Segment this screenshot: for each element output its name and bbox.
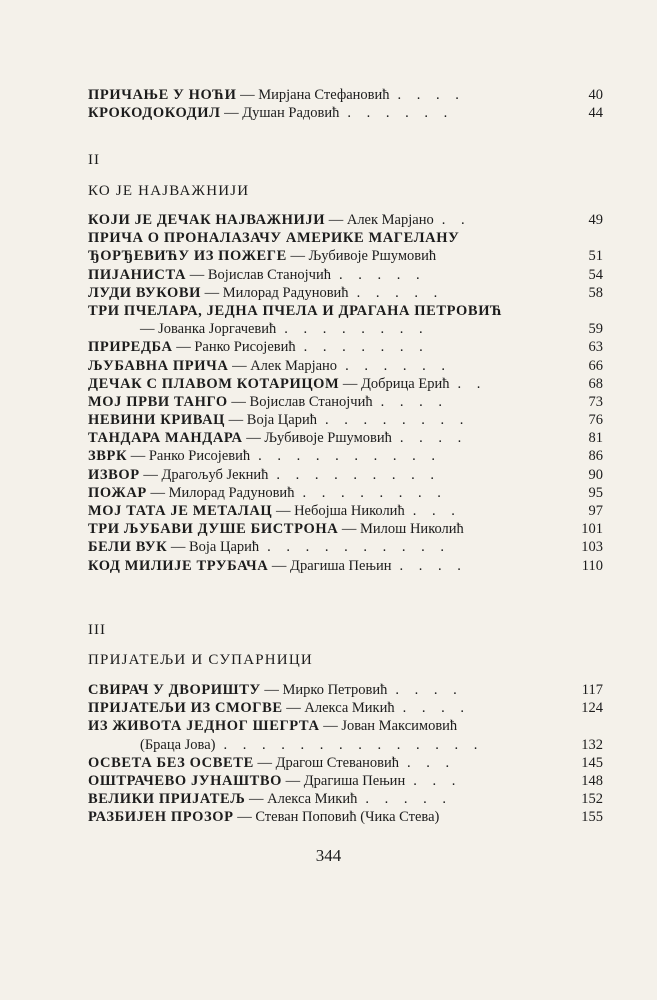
toc-entry-text bbox=[88, 772, 461, 790]
toc-entry bbox=[88, 520, 603, 538]
story-page-number: 101 bbox=[581, 521, 603, 538]
toc-entry bbox=[88, 338, 603, 356]
story-page-number: 90 bbox=[588, 466, 603, 483]
toc-entry-text bbox=[88, 320, 429, 338]
story-page-number: 63 bbox=[588, 339, 603, 356]
story-page-number: 73 bbox=[588, 393, 603, 410]
toc-entry-text bbox=[88, 502, 461, 520]
toc-entry-text bbox=[88, 429, 467, 447]
section-number-2: II bbox=[88, 152, 100, 168]
toc-entry-text bbox=[88, 284, 443, 302]
story-title: ЗВРК bbox=[88, 448, 128, 465]
story-author: — Љубивоје Ршумовић bbox=[286, 248, 437, 265]
toc-entry-text bbox=[88, 736, 483, 754]
story-author: — Алекса Микић bbox=[245, 791, 358, 808]
story-page-number: 66 bbox=[588, 357, 603, 374]
toc-entry bbox=[88, 393, 603, 411]
toc-entry-text bbox=[88, 411, 469, 429]
toc-entry bbox=[88, 699, 603, 717]
story-page-number: 49 bbox=[588, 212, 603, 228]
story-page-number: 110 bbox=[581, 557, 603, 574]
story-author: — Воја Царић bbox=[167, 539, 260, 556]
story-author: — Драгиша Пењин bbox=[268, 557, 392, 574]
leader-dots: . . bbox=[457, 375, 487, 392]
story-title: МОЈ ПРВИ ТАНГО bbox=[88, 393, 228, 410]
story-page-number: 76 bbox=[588, 412, 603, 429]
story-author: — Милорад Радуновић bbox=[146, 484, 295, 501]
story-title: ПРИЈАТЕЉИ ИЗ СМОГВЕ bbox=[88, 700, 283, 717]
story-title: КРОКОДОКОДИЛ bbox=[88, 105, 221, 122]
toc-group-1 bbox=[88, 86, 603, 122]
toc-entry bbox=[88, 736, 603, 754]
toc-entry bbox=[88, 229, 603, 247]
leader-dots: . . . . . . . . . . bbox=[258, 448, 442, 465]
story-page-number: 86 bbox=[588, 448, 603, 465]
story-title: ЂОРЂЕВИЋУ ИЗ ПОЖЕГЕ bbox=[88, 248, 287, 265]
toc-entry-text bbox=[88, 538, 450, 556]
leader-dots: . . . . bbox=[380, 393, 448, 410]
leader-dots: . . . . bbox=[399, 557, 467, 574]
toc-entry-text bbox=[88, 717, 457, 735]
toc-entry bbox=[88, 411, 603, 429]
story-page-number: 44 bbox=[588, 105, 603, 122]
toc-entry-text bbox=[88, 754, 455, 772]
story-page-number: 59 bbox=[588, 321, 603, 338]
toc-entry-text bbox=[88, 104, 453, 122]
toc-entry-text bbox=[88, 375, 486, 393]
toc-entry bbox=[88, 557, 603, 575]
story-title: ЉУБАВНА ПРИЧА bbox=[88, 357, 229, 374]
story-author: — Ранко Рисојевић bbox=[172, 339, 296, 356]
story-page-number: 58 bbox=[588, 284, 603, 301]
story-author: — Војислав Станојчић bbox=[186, 266, 331, 283]
leader-dots: . . . . bbox=[395, 682, 463, 698]
toc-entry-text bbox=[88, 681, 463, 699]
leader-dots: . . . . . . . . . . bbox=[267, 539, 451, 556]
toc-entry-text bbox=[88, 447, 441, 465]
story-title: БЕЛИ ВУК bbox=[88, 539, 168, 556]
story-title: МОЈ ТАТА ЈЕ МЕТАЛАЦ bbox=[88, 503, 273, 519]
story-title: ПИЈАНИСТА bbox=[88, 266, 187, 283]
toc-entry bbox=[88, 808, 603, 826]
toc-entry-text bbox=[88, 699, 470, 717]
story-author: — Воја Царић bbox=[225, 412, 317, 429]
toc-entry bbox=[88, 681, 603, 699]
leader-dots: . . . bbox=[407, 754, 456, 771]
story-title: ТАНДАРА МАНДАРА bbox=[88, 430, 243, 447]
toc-entry bbox=[88, 717, 603, 735]
leader-dots: . . bbox=[441, 212, 471, 228]
story-author: — Љубивоје Ршумовић bbox=[242, 430, 392, 447]
section-heading-2: КО ЈЕ НАЈВАЖНИЈИ bbox=[88, 183, 250, 199]
story-title: ТРИ ПЧЕЛАРА, ЈЕДНА ПЧЕЛА И ДРАГАНА ПЕТРОВИЋ bbox=[88, 302, 503, 319]
story-title: ДЕЧАК С ПЛАВОМ КОТАРИЦОМ bbox=[88, 375, 340, 392]
story-author: — Добрица Ерић bbox=[339, 375, 450, 392]
story-page-number: 68 bbox=[588, 375, 603, 392]
toc-entry bbox=[88, 357, 603, 375]
toc-entry-text bbox=[88, 338, 429, 356]
toc-entry-text bbox=[88, 790, 452, 808]
leader-dots: . . . bbox=[412, 503, 461, 519]
story-title: ТРИ ЉУБАВИ ДУШЕ БИСТРОНА bbox=[88, 521, 339, 538]
story-title: КОД МИЛИЈЕ ТРУБАЧА bbox=[88, 557, 269, 574]
story-author: — Милорад Радуновић bbox=[200, 284, 349, 301]
story-page-number: 51 bbox=[588, 248, 603, 265]
story-page-number: 103 bbox=[581, 539, 603, 556]
story-author: — Јованка Јоргачевић bbox=[140, 321, 277, 338]
story-author: — Милош Николић bbox=[338, 521, 464, 538]
toc-entry-text bbox=[88, 808, 439, 826]
story-title: ИЗВОР bbox=[88, 466, 140, 483]
leader-dots: . . . bbox=[413, 772, 462, 789]
story-author: — Мирко Петровић bbox=[260, 682, 388, 698]
toc-entry-text bbox=[88, 466, 440, 484]
story-page-number: 97 bbox=[588, 503, 603, 519]
story-author: — Драгољуб Јекнић bbox=[139, 466, 269, 483]
toc-entry-text bbox=[88, 86, 465, 104]
story-title: ВЕЛИКИ ПРИЈАТЕЉ bbox=[88, 791, 246, 808]
story-title: ПРИРЕДБА bbox=[88, 339, 173, 356]
story-author: — Душан Радовић bbox=[220, 105, 340, 122]
story-page-number: 155 bbox=[581, 809, 603, 826]
toc-group-2 bbox=[88, 211, 603, 575]
story-title: НЕВИНИ КРИВАЦ bbox=[88, 412, 226, 429]
story-page-number: 40 bbox=[588, 87, 603, 103]
toc-entry bbox=[88, 86, 603, 104]
story-title: ИЗ ЖИВОТА ЈЕДНОГ ШЕГРТА bbox=[88, 718, 320, 735]
story-title: РАЗБИЈЕН ПРОЗОР bbox=[88, 809, 234, 826]
story-page-number: 95 bbox=[588, 484, 603, 501]
section-number-3: III bbox=[88, 622, 106, 638]
toc-entry bbox=[88, 772, 603, 790]
story-page-number: 117 bbox=[581, 682, 603, 698]
story-title: ПРИЧА О ПРОНАЛАЗАЧУ АМЕРИКЕ МАГЕЛАНУ bbox=[88, 230, 460, 247]
toc-entry bbox=[88, 284, 603, 302]
story-author: — Драгиша Пењин bbox=[282, 772, 406, 789]
toc-entry bbox=[88, 247, 603, 265]
leader-dots: . . . . bbox=[397, 87, 465, 103]
leader-dots: . . . . . . . bbox=[303, 339, 429, 356]
story-title: СВИРАЧ У ДВОРИШТУ bbox=[88, 682, 261, 698]
section-heading-3: ПРИЈАТЕЉИ И СУПАРНИЦИ bbox=[88, 652, 313, 668]
toc-entry bbox=[88, 538, 603, 556]
toc-entry bbox=[88, 302, 603, 320]
toc-entry-text bbox=[88, 302, 502, 320]
toc-entry bbox=[88, 104, 603, 122]
leader-dots: . . . . . . . . bbox=[302, 484, 447, 501]
toc-entry-text bbox=[88, 211, 471, 229]
toc-entry bbox=[88, 447, 603, 465]
story-page-number: 152 bbox=[581, 791, 603, 808]
leader-dots: . . . . . . . . . bbox=[276, 466, 441, 483]
leader-dots: . . . . . bbox=[356, 284, 444, 301]
story-page-number: 54 bbox=[588, 266, 603, 283]
toc-entry bbox=[88, 429, 603, 447]
story-author: — Јован Максимовић bbox=[319, 718, 458, 735]
leader-dots: . . . . bbox=[399, 430, 468, 447]
story-page-number: 132 bbox=[581, 736, 603, 753]
story-author: — Алек Марјано bbox=[325, 212, 434, 228]
leader-dots: . . . . . . bbox=[345, 357, 451, 374]
toc-entry bbox=[88, 266, 603, 284]
toc-entry bbox=[88, 484, 603, 502]
story-title: ОСВЕТА БЕЗ ОСВЕТЕ bbox=[88, 754, 254, 771]
story-page-number: 81 bbox=[588, 430, 603, 447]
story-author: — Мирјана Стефановић bbox=[236, 87, 390, 103]
story-author: — Небојша Николић bbox=[272, 503, 405, 519]
page-number: 344 bbox=[315, 846, 342, 865]
leader-dots: . . . . . bbox=[365, 791, 452, 808]
toc-entry-text bbox=[88, 247, 436, 265]
story-author: — Ранко Рисојевић bbox=[127, 448, 251, 465]
story-page-number: 148 bbox=[581, 772, 603, 789]
story-author: (Браца Јова) bbox=[140, 736, 216, 753]
toc-entry bbox=[88, 320, 603, 338]
toc-entry-text bbox=[88, 393, 448, 411]
story-title: ЛУДИ ВУКОВИ bbox=[88, 284, 201, 301]
story-title: КОЈИ ЈЕ ДЕЧАК НАЈВАЖНИЈИ bbox=[88, 212, 326, 228]
toc-entry bbox=[88, 466, 603, 484]
leader-dots: . . . . . . . . . . . . . . bbox=[223, 736, 484, 753]
story-author: — Драгош Стевановић bbox=[253, 754, 400, 771]
toc-entry-text bbox=[88, 357, 451, 375]
story-title: ПРИЧАЊЕ У НОЋИ bbox=[88, 87, 237, 103]
story-title: ПОЖАР bbox=[88, 484, 147, 501]
leader-dots: . . . . bbox=[402, 700, 470, 717]
leader-dots: . . . . . . . . bbox=[324, 412, 470, 429]
toc-entry-text bbox=[88, 229, 459, 247]
story-author: — Стеван Поповић (Чика Стева) bbox=[233, 809, 440, 826]
story-author: — Војислав Станојчић bbox=[227, 393, 373, 410]
story-author: — Алекса Микић bbox=[282, 700, 395, 717]
toc-entry bbox=[88, 502, 603, 520]
leader-dots: . . . . . bbox=[338, 266, 426, 283]
leader-dots: . . . . . . . . bbox=[284, 321, 429, 338]
story-page-number: 145 bbox=[581, 754, 603, 771]
leader-dots: . . . . . . bbox=[347, 105, 454, 122]
toc-entry bbox=[88, 375, 603, 393]
story-page-number: 124 bbox=[581, 700, 603, 717]
toc-entry bbox=[88, 790, 603, 808]
story-author: — Алек Марјано bbox=[228, 357, 338, 374]
toc-entry-text bbox=[88, 484, 447, 502]
story-title: ОШТРАЧЕВО ЈУНАШТВО bbox=[88, 772, 283, 789]
toc-entry bbox=[88, 211, 603, 229]
toc-entry-text bbox=[88, 520, 464, 538]
toc-entry-text bbox=[88, 557, 467, 575]
toc-entry-text bbox=[88, 266, 426, 284]
toc-entry bbox=[88, 754, 603, 772]
toc-group-3 bbox=[88, 681, 603, 827]
